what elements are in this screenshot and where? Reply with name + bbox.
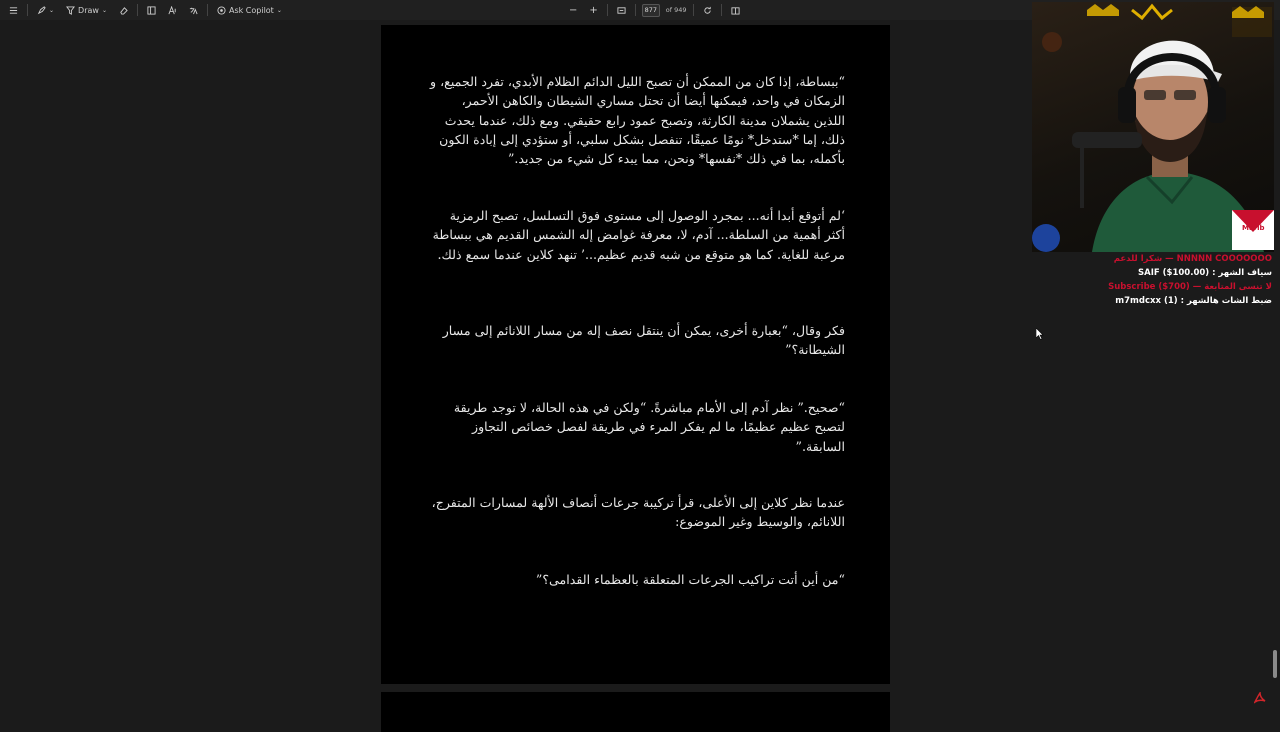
scrollbar-thumb[interactable] (1273, 650, 1277, 678)
toolbar-divider (137, 4, 138, 16)
toolbar-divider (635, 4, 636, 16)
mouse-cursor-icon (1036, 328, 1044, 340)
paragraph-5: عندما نظر كلاين إلى الأعلى، قرأ تركيبة جرعات أنصاف الألهة لمسارات المتفرج، اللانائم، والوسيط وغير الموضوع: (431, 495, 845, 530)
paragraph-4: “صحيح.” نظر آدم إلى الأمام مباشرةً. “ولكن في هذه الحالة، لا توجد طريقة لتصبح عظيم عظيمًا، ما لم يفكر المرء في طريقة لفصل خصائص التجاوز السابقة.” (453, 400, 845, 454)
stream-alerts (1060, 252, 1272, 308)
plus-icon: + (589, 4, 598, 16)
toolbar-divider (207, 4, 208, 16)
erase-button[interactable] (116, 2, 131, 18)
paragraph-6: “من أين أتت تراكيب الجرعات المتعلقة بالعظماء القدامى؟” (535, 572, 845, 587)
eraser-icon (119, 6, 128, 15)
webcam-overlay (1032, 2, 1274, 252)
book-icon (731, 6, 740, 15)
toolbar-divider (27, 4, 28, 16)
alert-line: لا تنسى المتابعة — Subscribe ($700) (1108, 282, 1272, 292)
chevron-down-icon: ⌄ (276, 6, 282, 14)
translate-icon (189, 6, 198, 15)
zoom-out-button[interactable] (566, 2, 580, 18)
pdf-next-page (381, 692, 890, 732)
paragraph-1: “ببساطة، إذا كان من الممكن أن تصبح الليل الدائم الظلام الأبدي، تفرد الجميع، و الزمكان في واحد، فيمكنها أيضا أن تحتل مساري الشيطان والكاهن الأحمر، اللذين يشملان مدينة الكارثة، وتصبح عمود رابع حقيقي. ومع ذلك، عندما يحدث ذلك، إما *ستدخل* نومًا عميقًا، تنفصل بشكل سلبي، أو ستؤدي إلى إبادة الكون بأكمله، بما في ذلك *نفسها* ونحن، مما يبدء كل شيء من جديد.” (430, 74, 845, 167)
streamer-figure (1032, 2, 1274, 252)
page-number-input[interactable]: 877 (642, 4, 660, 17)
paragraph-3: فكر وقال، “بعبارة أخرى، يمكن أن ينتقل نصف إله من مسار اللانائم إلى مسار الشيطانة؟” (442, 323, 845, 358)
chevron-down-icon: ⌄ (101, 6, 107, 14)
paragraph-2: ‘لم أتوقع أبدا أنه... بمجرد الوصول إلى مستوى فوق التسلسل، تصبح الرمزية أكثر أهمية من السلطة... آدم، لا، معرفة غوامض إله الشمس القديم هي ببساطة مرعبة للغاية. كما هو متوقع من شبه قديم عظيم...’ تنهد كلاين عندما سمع ذلك. (432, 208, 845, 262)
alert-line: سياف الشهر : SAIF ($100.00) (1138, 268, 1272, 278)
draw-button[interactable] (63, 2, 110, 18)
highlighter-icon (37, 6, 46, 15)
fit-page-icon (617, 6, 626, 15)
ask-copilot-label: Ask Copilot (228, 5, 274, 15)
contents-button[interactable] (6, 2, 21, 18)
read-aloud-icon (168, 6, 177, 15)
ask-copilot-button[interactable] (214, 2, 285, 18)
toolbar-divider (693, 4, 694, 16)
draw-label: Draw (78, 5, 99, 15)
alert-line: NNNNN COOOOOOO — شكرا للدعم (1113, 254, 1272, 264)
page-count: of 949 (665, 6, 687, 14)
alert-line: ضبط الشات هالشهر : m7mdcxx (1) (1115, 296, 1272, 306)
toolbar-divider (607, 4, 608, 16)
list-icon (9, 6, 18, 15)
filter-pen-icon (66, 6, 75, 15)
toolbar-divider (721, 4, 722, 16)
pdf-app-icon[interactable] (1254, 692, 1266, 704)
panel-icon (147, 6, 156, 15)
highlight-button[interactable] (34, 2, 57, 18)
pdf-page (381, 25, 890, 684)
translate-button[interactable] (186, 2, 201, 18)
chevron-down-icon: ⌄ (49, 6, 55, 14)
pack-label: Marlb (1242, 224, 1265, 232)
rotate-button[interactable] (700, 2, 715, 18)
rotate-icon (703, 6, 712, 15)
read-aloud-button[interactable] (165, 2, 180, 18)
copilot-icon (217, 6, 226, 15)
page-view-button[interactable] (728, 2, 743, 18)
fit-page-button[interactable] (614, 2, 629, 18)
view-button[interactable] (144, 2, 159, 18)
zoom-in-button[interactable] (586, 2, 600, 18)
minus-icon: − (569, 4, 578, 16)
